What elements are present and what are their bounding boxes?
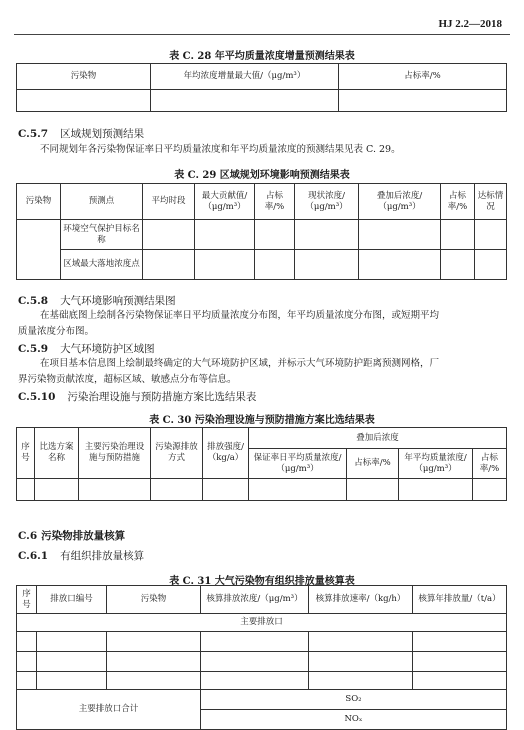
table-cell <box>359 250 441 280</box>
header-option-name: 比选方案名称 <box>35 428 79 479</box>
row-main-outlet-total: 主要排放口合计 <box>17 690 201 730</box>
header-current-conc: 现状浓度/（μg/m³） <box>295 184 359 220</box>
table-cell <box>151 90 339 112</box>
table-c29 <box>16 183 507 280</box>
table-c30-caption: 表 C. 30 污染治理设施与预防措施方案比选结果表 <box>149 415 375 426</box>
table-cell <box>201 632 309 652</box>
header-annual-emission: 核算年排放量/（t/a） <box>413 586 507 614</box>
section-c558 <box>18 293 176 308</box>
row-nox: NOₓ <box>201 710 507 730</box>
section-c559-body-1: 在项目基本信息图上绘制最终确定的大气环境防护区域，并标示大气环境防护距离预测网格，厂 <box>40 358 440 369</box>
table-cell <box>475 250 507 280</box>
table-cell <box>413 672 507 690</box>
table-cell <box>37 652 107 672</box>
table-cell <box>413 632 507 652</box>
section-number: C.5.7 <box>18 128 49 140</box>
table-cell <box>79 479 151 501</box>
table-cell <box>201 652 309 672</box>
section-number: C.5.9 <box>18 343 49 355</box>
header-index: 序号 <box>17 428 35 479</box>
header-ratio: 占标率/% <box>339 64 507 90</box>
table-cell <box>441 250 475 280</box>
section-c61 <box>18 548 144 563</box>
table-cell <box>309 672 413 690</box>
table-cell <box>107 652 201 672</box>
table-cell <box>17 90 151 112</box>
header-pollutant: 污染物 <box>17 184 61 220</box>
header-max-contribution: 最大贡献值/（μg/m³） <box>195 184 255 220</box>
section-number: C.6.1 <box>18 550 49 562</box>
header-daily-conc: 保证率日平均质量浓度/（μg/m³） <box>249 449 347 479</box>
table-c28-caption: 表 C. 28 年平均质量浓度增量预测结果表 <box>169 51 355 62</box>
section-c557 <box>18 126 144 141</box>
table-cell <box>359 220 441 250</box>
section-title: 大气环境影响预测结果图 <box>60 295 176 307</box>
section-title: 大气环境防护区域图 <box>60 343 155 355</box>
header-superimposed-conc: 叠加后浓度/（μg/m³） <box>359 184 441 220</box>
section-number: C.5.10 <box>18 391 56 403</box>
section-c5510 <box>18 389 256 404</box>
header-index: 序号 <box>17 586 37 614</box>
standard-code: HJ 2.2—2018 <box>438 18 502 30</box>
section-c6 <box>18 528 125 543</box>
header-ratio: 占标率/% <box>347 449 399 479</box>
header-measures: 主要污染治理设施与预防措施 <box>79 428 151 479</box>
header-ratio-2: 占标率/% <box>473 449 507 479</box>
table-cell <box>107 632 201 652</box>
section-number: C.5.8 <box>18 295 49 307</box>
header-ratio-2: 占标率/% <box>441 184 475 220</box>
table-cell <box>195 220 255 250</box>
section-c557-body: 不同规划年各污染物保证率日平均质量浓度和年平均质量浓度的预测结果见表 C. 29。 <box>40 144 401 155</box>
header-annual-conc: 年平均质量浓度/（μg/m³） <box>399 449 473 479</box>
table-cell <box>295 250 359 280</box>
table-cell <box>17 672 37 690</box>
table-cell <box>17 479 35 501</box>
header-receptor: 预测点 <box>61 184 143 220</box>
header-emission-conc: 核算排放浓度/（μg/m³） <box>201 586 309 614</box>
table-cell <box>17 220 61 280</box>
table-cell <box>195 250 255 280</box>
header-compliance: 达标情况 <box>475 184 507 220</box>
table-cell <box>35 479 79 501</box>
table-cell <box>17 632 37 652</box>
table-cell <box>17 652 37 672</box>
section-title: 污染物排放量核算 <box>41 530 126 542</box>
section-number: C.6 <box>18 530 38 542</box>
table-cell <box>255 220 295 250</box>
section-c558-body-1: 在基础底图上绘制各污染物保证率日平均质量浓度分布图，年平均质量浓度分布图，或短期平均 <box>40 310 440 321</box>
header-outlet-id: 排放口编号 <box>37 586 107 614</box>
row-so2: SO₂ <box>201 690 507 710</box>
header-superimposed-conc: 叠加后浓度 <box>249 428 507 449</box>
table-cell <box>203 479 249 501</box>
section-title: 污染治理设施与预防措施方案比选结果表 <box>67 391 257 403</box>
table-cell <box>143 250 195 280</box>
header-ratio: 占标率/% <box>255 184 295 220</box>
table-cell <box>399 479 473 501</box>
table-c30 <box>16 427 507 501</box>
table-cell <box>107 672 201 690</box>
header-emission-intensity: 排放强度/（kg/a） <box>203 428 249 479</box>
header-emission-rate: 核算排放速率/（kg/h） <box>309 586 413 614</box>
table-cell <box>309 632 413 652</box>
row-protection-target: 环境空气保护目标名称 <box>61 220 143 250</box>
table-cell <box>413 652 507 672</box>
table-cell <box>143 220 195 250</box>
section-c559 <box>18 341 155 356</box>
header-pollutant: 污染物 <box>107 586 201 614</box>
table-cell <box>295 220 359 250</box>
header-averaging-period: 平均时段 <box>143 184 195 220</box>
table-cell <box>201 672 309 690</box>
table-cell <box>473 479 507 501</box>
section-c559-body-2: 界污染物贡献浓度，超标区域、敏感点分布等信息。 <box>18 374 237 385</box>
table-cell <box>37 672 107 690</box>
table-c29-caption: 表 C. 29 区域规划环境影响预测结果表 <box>174 170 350 181</box>
table-cell <box>255 250 295 280</box>
table-cell <box>249 479 347 501</box>
section-title: 区域规划预测结果 <box>60 128 145 140</box>
table-cell <box>347 479 399 501</box>
header-emission-mode: 污染源排放方式 <box>151 428 203 479</box>
table-c31-caption: 表 C. 31 大气污染物有组织排放量核算表 <box>169 576 355 587</box>
table-cell <box>475 220 507 250</box>
header-pollutant: 污染物 <box>17 64 151 90</box>
table-c31 <box>16 585 507 730</box>
header-annual-increment: 年均浓度增量最大值/（μg/m³） <box>151 64 339 90</box>
row-max-ground-point: 区域最大落地浓度点 <box>61 250 143 280</box>
section-title: 有组织排放量核算 <box>60 550 145 562</box>
table-cell <box>37 632 107 652</box>
row-main-outlet: 主要排放口 <box>17 614 507 632</box>
header-rule <box>14 34 510 35</box>
table-c28 <box>16 63 507 112</box>
table-cell <box>441 220 475 250</box>
section-c558-body-2: 质量浓度分布图。 <box>18 326 95 337</box>
table-cell <box>309 652 413 672</box>
table-cell <box>339 90 507 112</box>
table-cell <box>151 479 203 501</box>
